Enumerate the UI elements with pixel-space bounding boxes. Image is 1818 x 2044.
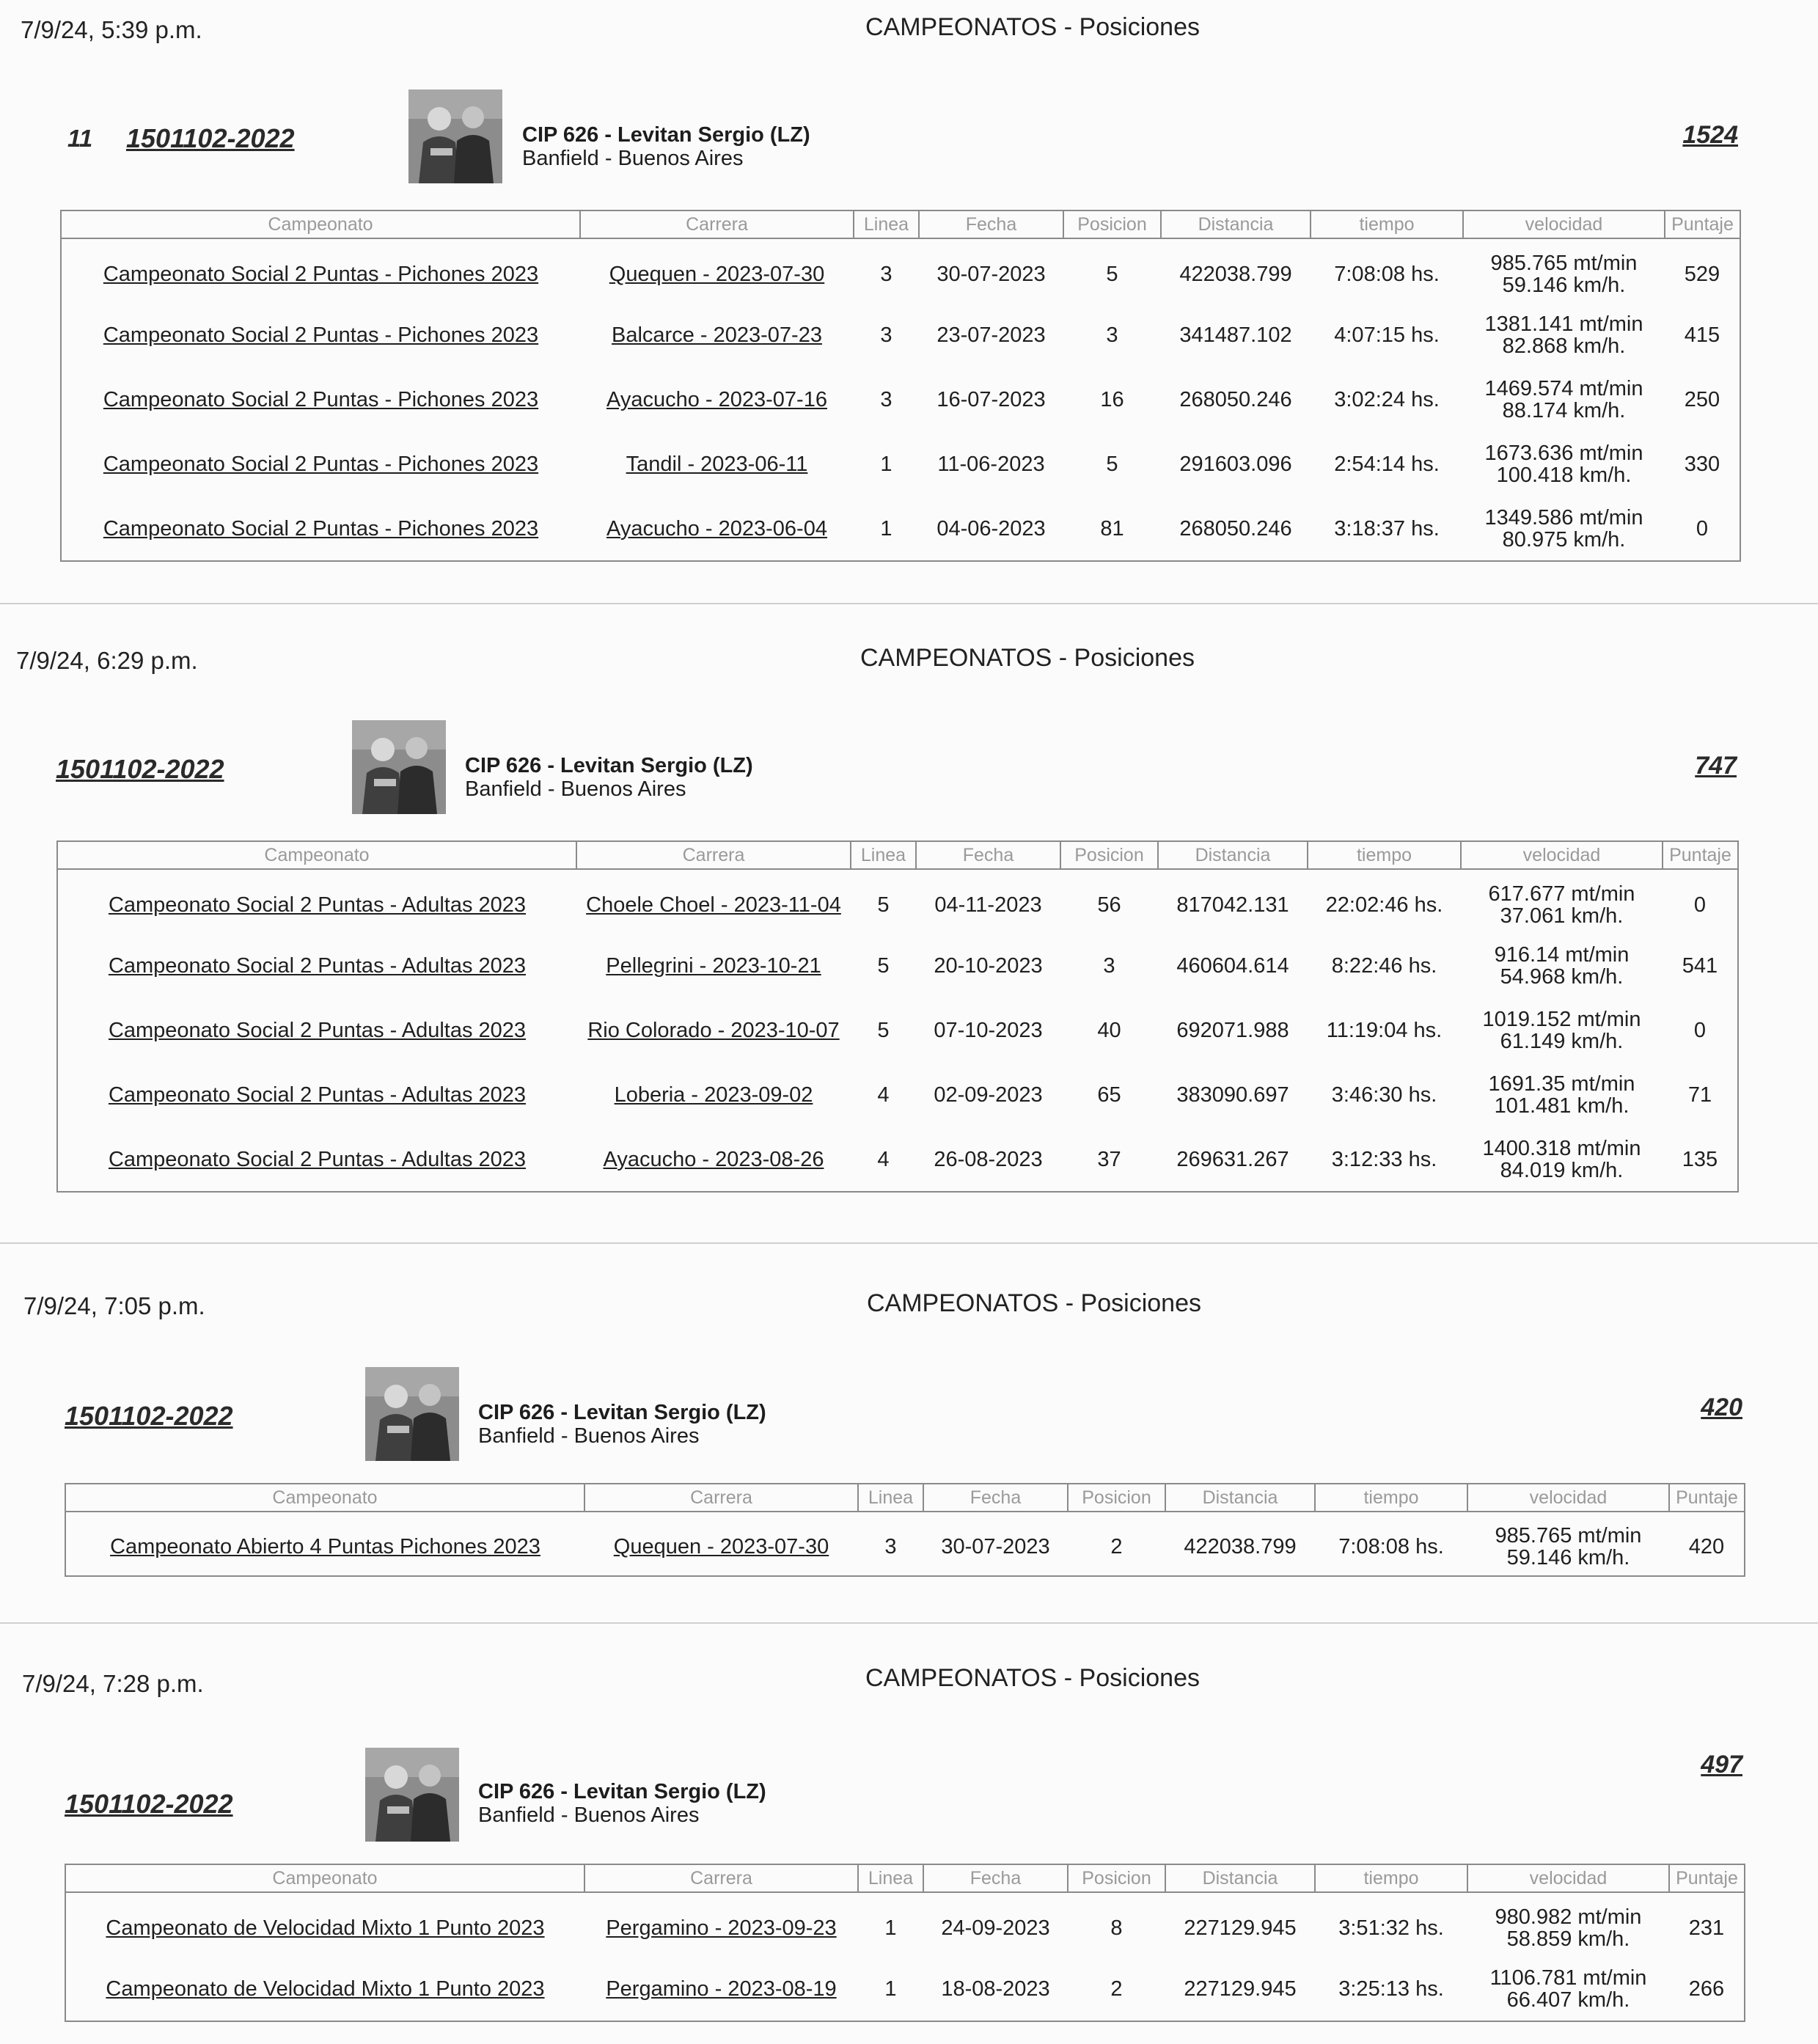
posicion-cell: 2	[1110, 1977, 1123, 2001]
campeonato-cell[interactable]	[61, 303, 580, 367]
tiempo-cell: 7:08:08 hs.	[1334, 262, 1440, 286]
carrera-link[interactable]: Ayacucho - 2023-08-26	[603, 1147, 824, 1171]
campeonato-link[interactable]: Campeonato de Velocidad Mixto 1 Punto 2023	[106, 1977, 545, 2001]
campeonato-link[interactable]: Campeonato Social 2 Puntas - Pichones 2023	[103, 262, 539, 286]
campeonato-cell[interactable]	[61, 432, 580, 497]
column-header-linea: Linea	[858, 1864, 923, 1892]
speed-km-h: 80.975 km/h.	[1502, 527, 1626, 552]
puntaje-cell: 0	[1696, 516, 1709, 541]
speed-km-h: 54.968 km/h.	[1500, 965, 1624, 989]
puntaje-cell: 415	[1684, 323, 1720, 347]
column-header-tiempo: tiempo	[1308, 841, 1461, 869]
carrera-link[interactable]: Tandil - 2023-06-11	[626, 453, 808, 476]
speed-km-h: 59.146 km/h.	[1502, 273, 1626, 297]
speed-mt-min: 916.14 mt/min	[1494, 943, 1630, 967]
page-title: CAMPEONATOS - Posiciones	[865, 13, 1200, 41]
campeonato-link[interactable]: Campeonato Social 2 Puntas - Pichones 2023	[103, 388, 539, 411]
owner-photo	[408, 89, 502, 183]
owner-info	[478, 1780, 766, 1827]
column-header-posicion: Posicion	[1068, 1864, 1165, 1892]
speed-mt-min: 1349.586 mt/min	[1484, 505, 1643, 530]
owner-location: Banfield - Buenos Aires	[478, 1803, 700, 1827]
speed-mt-min: 1106.781 mt/min	[1489, 1966, 1647, 1990]
carrera-cell[interactable]	[580, 303, 854, 367]
campeonato-cell[interactable]	[57, 869, 576, 934]
linea-cell: 4	[877, 1147, 890, 1171]
velocidad-cell	[1463, 432, 1665, 497]
linea-cell: 1	[884, 1977, 897, 2001]
column-header-puntaje: Puntaje	[1669, 1484, 1745, 1512]
table-row	[65, 1512, 1745, 1576]
carrera-link[interactable]: Quequen - 2023-07-30	[609, 262, 825, 286]
fecha-cell: 30-07-2023	[937, 262, 1046, 286]
page-title: CAMPEONATOS - Posiciones	[867, 1289, 1201, 1317]
carrera-cell[interactable]	[576, 1127, 851, 1192]
column-header-puntaje: Puntaje	[1663, 841, 1738, 869]
campeonato-cell[interactable]	[65, 1957, 584, 2021]
campeonato-link[interactable]: Campeonato Social 2 Puntas - Pichones 2023	[103, 453, 539, 476]
distancia-cell: 383090.697	[1176, 1083, 1289, 1107]
ring-number[interactable]: 1501102-2022	[56, 754, 224, 784]
photo-image	[352, 720, 446, 814]
page-title: CAMPEONATOS - Posiciones	[865, 1664, 1200, 1692]
posicion-cell: 3	[1103, 954, 1115, 978]
page-divider	[0, 603, 1818, 604]
fecha-cell: 16-07-2023	[937, 388, 1046, 411]
speed-km-h: 58.859 km/h.	[1506, 1927, 1630, 1951]
ring-number[interactable]: 1501102-2022	[65, 1789, 233, 1819]
ring-number[interactable]: 1501102-2022	[126, 123, 295, 153]
owner-photo	[365, 1367, 459, 1461]
speed-km-h: 37.061 km/h.	[1500, 904, 1624, 928]
speed-mt-min: 1691.35 mt/min	[1488, 1072, 1635, 1096]
column-header-linea: Linea	[854, 210, 919, 238]
linea-cell: 5	[877, 1019, 890, 1042]
owner-info	[465, 754, 753, 801]
ring-number[interactable]: 1501102-2022	[65, 1401, 233, 1431]
table-row	[61, 432, 1740, 497]
column-header-campeonato: Campeonato	[65, 1484, 584, 1512]
campeonato-cell[interactable]	[61, 238, 580, 303]
velocidad-cell	[1467, 1957, 1669, 2021]
campeonato-link[interactable]: Campeonato Social 2 Puntas - Adultas 2023	[108, 1019, 527, 1042]
column-header-fecha: Fecha	[919, 210, 1063, 238]
linea-cell: 5	[877, 954, 890, 978]
carrera-link[interactable]: Loberia - 2023-09-02	[614, 1083, 813, 1107]
column-header-posicion: Posicion	[1068, 1484, 1165, 1512]
carrera-cell[interactable]	[580, 367, 854, 432]
campeonato-cell[interactable]	[57, 1127, 576, 1192]
campeonato-link[interactable]: Campeonato Social 2 Puntas - Pichones 2023	[103, 516, 539, 541]
linea-cell: 5	[877, 893, 890, 917]
tiempo-cell: 3:18:37 hs.	[1334, 516, 1440, 541]
distancia-cell: 227129.945	[1184, 1977, 1297, 2001]
tiempo-cell: 3:02:24 hs.	[1334, 388, 1440, 411]
posicion-cell: 81	[1100, 516, 1124, 541]
carrera-cell[interactable]	[584, 1512, 858, 1576]
owner-name: CIP 626 - Levitan Sergio (LZ)	[478, 1401, 766, 1424]
carrera-cell[interactable]	[576, 869, 851, 934]
distancia-cell: 460604.614	[1176, 954, 1289, 978]
speed-km-h: 61.149 km/h.	[1500, 1030, 1624, 1053]
carrera-link[interactable]: Ayacucho - 2023-06-04	[606, 516, 827, 541]
carrera-link[interactable]: Rio Colorado - 2023-10-07	[587, 1019, 840, 1042]
table-row	[57, 1127, 1738, 1192]
tiempo-cell: 22:02:46 hs.	[1325, 893, 1443, 917]
speed-km-h: 66.407 km/h.	[1506, 1988, 1630, 2012]
velocidad-cell	[1467, 1892, 1669, 1957]
linea-cell: 4	[877, 1083, 890, 1107]
table-header-row	[61, 210, 1740, 238]
table-row	[61, 238, 1740, 303]
campeonato-link[interactable]: Campeonato de Velocidad Mixto 1 Punto 2023	[106, 1916, 545, 1940]
page-title: CAMPEONATOS - Posiciones	[860, 644, 1195, 672]
owner-photo	[352, 720, 446, 814]
rank-number: 11	[67, 125, 93, 152]
results-table	[56, 840, 1739, 1193]
table-row	[57, 869, 1738, 934]
results-table	[65, 1483, 1745, 1577]
puntaje-cell: 529	[1684, 262, 1720, 286]
campeonato-cell[interactable]	[57, 934, 576, 998]
table-row	[65, 1957, 1745, 2021]
campeonato-link[interactable]: Campeonato Social 2 Puntas - Adultas 2023	[108, 893, 527, 917]
posicion-cell: 37	[1097, 1147, 1121, 1171]
fecha-cell: 18-08-2023	[941, 1977, 1050, 2001]
campeonato-cell[interactable]	[65, 1512, 584, 1576]
posicion-cell: 16	[1100, 388, 1124, 411]
column-header-fecha: Fecha	[923, 1864, 1068, 1892]
distancia-cell: 291603.096	[1179, 453, 1292, 476]
page-divider	[0, 1622, 1818, 1624]
distancia-cell: 269631.267	[1176, 1147, 1289, 1171]
puntaje-cell: 0	[1693, 1019, 1707, 1042]
results-table	[60, 210, 1741, 562]
tiempo-cell: 11:19:04 hs.	[1326, 1019, 1443, 1042]
table-row	[57, 1063, 1738, 1127]
column-header-velocidad: velocidad	[1461, 841, 1663, 869]
campeonato-link[interactable]: Campeonato Social 2 Puntas - Adultas 2023	[108, 1083, 527, 1107]
print-timestamp: 7/9/24, 5:39 p.m.	[21, 16, 202, 43]
column-header-carrera: Carrera	[584, 1484, 858, 1512]
column-header-carrera: Carrera	[584, 1864, 858, 1892]
carrera-link[interactable]: Pellegrini - 2023-10-21	[606, 954, 821, 978]
posicion-cell: 65	[1097, 1083, 1121, 1107]
photo-image	[365, 1367, 459, 1461]
linea-cell: 3	[884, 1535, 897, 1558]
velocidad-cell	[1461, 934, 1663, 998]
posicion-cell: 3	[1106, 323, 1118, 347]
owner-location: Banfield - Buenos Aires	[522, 147, 744, 170]
owner-location: Banfield - Buenos Aires	[478, 1424, 700, 1448]
fecha-cell: 20-10-2023	[934, 954, 1043, 978]
fecha-cell: 24-09-2023	[941, 1916, 1050, 1940]
column-header-tiempo: tiempo	[1315, 1484, 1467, 1512]
speed-km-h: 100.418 km/h.	[1496, 464, 1632, 487]
carrera-cell[interactable]	[580, 497, 854, 561]
carrera-cell[interactable]	[576, 934, 851, 998]
owner-name: CIP 626 - Levitan Sergio (LZ)	[465, 754, 753, 777]
carrera-link[interactable]: Balcarce - 2023-07-23	[612, 323, 822, 347]
distancia-cell: 268050.246	[1179, 516, 1292, 541]
tiempo-cell: 4:07:15 hs.	[1334, 323, 1440, 347]
speed-km-h: 82.868 km/h.	[1502, 334, 1626, 358]
fecha-cell: 23-07-2023	[937, 323, 1046, 347]
column-header-campeonato: Campeonato	[61, 210, 580, 238]
linea-cell: 1	[880, 453, 892, 476]
linea-cell: 1	[880, 516, 892, 541]
column-header-campeonato: Campeonato	[57, 841, 576, 869]
tiempo-cell: 3:46:30 hs.	[1331, 1083, 1437, 1107]
puntaje-cell: 420	[1688, 1535, 1725, 1558]
velocidad-cell	[1461, 1063, 1663, 1127]
linea-cell: 3	[880, 323, 892, 347]
results-table	[65, 1864, 1745, 2022]
column-header-velocidad: velocidad	[1463, 210, 1665, 238]
column-header-velocidad: velocidad	[1467, 1864, 1669, 1892]
table-row	[61, 303, 1740, 367]
speed-mt-min: 980.982 mt/min	[1495, 1905, 1642, 1929]
distancia-cell: 422038.799	[1179, 262, 1292, 286]
velocidad-cell	[1463, 238, 1665, 303]
posicion-cell: 8	[1110, 1916, 1123, 1940]
column-header-fecha: Fecha	[923, 1484, 1068, 1512]
puntaje-cell: 135	[1682, 1147, 1718, 1171]
campeonato-cell[interactable]	[61, 497, 580, 561]
table-header-row	[65, 1864, 1745, 1892]
column-header-puntaje: Puntaje	[1665, 210, 1740, 238]
velocidad-cell	[1463, 303, 1665, 367]
carrera-cell[interactable]	[576, 1063, 851, 1127]
distancia-cell: 341487.102	[1179, 323, 1292, 347]
distancia-cell: 422038.799	[1184, 1535, 1297, 1558]
velocidad-cell	[1467, 1512, 1669, 1576]
puntaje-cell: 0	[1693, 893, 1707, 917]
posicion-cell: 40	[1097, 1019, 1121, 1042]
fecha-cell: 26-08-2023	[934, 1147, 1043, 1171]
carrera-cell[interactable]	[576, 998, 851, 1063]
total-points[interactable]: 1524	[1682, 121, 1738, 149]
total-points[interactable]: 747	[1695, 752, 1737, 780]
carrera-link[interactable]: Quequen - 2023-07-30	[613, 1535, 829, 1558]
print-timestamp: 7/9/24, 6:29 p.m.	[16, 647, 198, 674]
puntaje-cell: 266	[1688, 1977, 1725, 2001]
velocidad-cell	[1461, 869, 1663, 934]
photo-image	[408, 89, 502, 183]
fecha-cell: 02-09-2023	[934, 1083, 1043, 1107]
puntaje-cell: 541	[1682, 954, 1718, 978]
linea-cell: 3	[880, 388, 892, 411]
puntaje-cell: 330	[1684, 453, 1720, 476]
speed-mt-min: 985.765 mt/min	[1490, 251, 1638, 275]
column-header-linea: Linea	[858, 1484, 923, 1512]
tiempo-cell: 3:51:32 hs.	[1338, 1916, 1444, 1940]
fecha-cell: 07-10-2023	[934, 1019, 1043, 1042]
velocidad-cell	[1461, 1127, 1663, 1192]
column-header-fecha: Fecha	[916, 841, 1060, 869]
speed-km-h: 84.019 km/h.	[1500, 1158, 1624, 1182]
tiempo-cell: 2:54:14 hs.	[1334, 453, 1440, 476]
column-header-campeonato: Campeonato	[65, 1864, 584, 1892]
campeonato-link[interactable]: Campeonato Abierto 4 Puntas Pichones 2023	[110, 1535, 540, 1558]
velocidad-cell	[1463, 367, 1665, 432]
campeonato-link[interactable]: Campeonato Social 2 Puntas - Adultas 2023	[108, 954, 527, 978]
owner-name: CIP 626 - Levitan Sergio (LZ)	[522, 123, 810, 147]
column-header-linea: Linea	[851, 841, 916, 869]
carrera-cell[interactable]	[580, 238, 854, 303]
tiempo-cell: 8:22:46 hs.	[1331, 954, 1437, 978]
posicion-cell: 5	[1106, 453, 1118, 476]
column-header-carrera: Carrera	[576, 841, 851, 869]
column-header-distancia: Distancia	[1165, 1864, 1315, 1892]
column-header-velocidad: velocidad	[1467, 1484, 1669, 1512]
campeonato-cell[interactable]	[57, 998, 576, 1063]
speed-km-h: 88.174 km/h.	[1502, 399, 1626, 422]
column-header-puntaje: Puntaje	[1669, 1864, 1745, 1892]
page-divider	[0, 1242, 1818, 1244]
speed-mt-min: 1019.152 mt/min	[1482, 1008, 1641, 1031]
tiempo-cell: 3:12:33 hs.	[1331, 1147, 1437, 1171]
linea-cell: 3	[880, 262, 892, 286]
campeonato-link[interactable]: Campeonato Social 2 Puntas - Pichones 2023	[103, 323, 539, 347]
distancia-cell: 692071.988	[1176, 1019, 1289, 1042]
column-header-distancia: Distancia	[1165, 1484, 1315, 1512]
carrera-link[interactable]: Pergamino - 2023-09-23	[606, 1916, 837, 1940]
posicion-cell: 5	[1106, 262, 1118, 286]
column-header-tiempo: tiempo	[1315, 1864, 1467, 1892]
carrera-cell[interactable]	[584, 1957, 858, 2021]
speed-mt-min: 1469.574 mt/min	[1484, 377, 1643, 400]
total-points[interactable]: 497	[1701, 1751, 1742, 1779]
column-header-posicion: Posicion	[1060, 841, 1158, 869]
table-row	[65, 1892, 1745, 1957]
tiempo-cell: 7:08:08 hs.	[1338, 1535, 1444, 1558]
speed-mt-min: 1381.141 mt/min	[1484, 312, 1643, 336]
tiempo-cell: 3:25:13 hs.	[1338, 1977, 1444, 2001]
speed-mt-min: 617.677 mt/min	[1488, 882, 1635, 906]
print-timestamp: 7/9/24, 7:05 p.m.	[23, 1292, 205, 1319]
speed-km-h: 59.146 km/h.	[1506, 1546, 1630, 1569]
carrera-link[interactable]: Ayacucho - 2023-07-16	[606, 388, 827, 411]
distancia-cell: 227129.945	[1184, 1916, 1297, 1940]
table-row	[61, 367, 1740, 432]
distancia-cell: 817042.131	[1176, 893, 1289, 917]
total-points[interactable]: 420	[1701, 1393, 1742, 1421]
velocidad-cell	[1461, 998, 1663, 1063]
print-timestamp: 7/9/24, 7:28 p.m.	[22, 1670, 204, 1697]
column-header-tiempo: tiempo	[1311, 210, 1463, 238]
speed-km-h: 101.481 km/h.	[1494, 1094, 1630, 1118]
puntaje-cell: 71	[1687, 1083, 1712, 1107]
fecha-cell: 04-11-2023	[934, 893, 1042, 917]
puntaje-cell: 231	[1688, 1916, 1725, 1940]
owner-photo	[365, 1748, 459, 1842]
fecha-cell: 11-06-2023	[937, 453, 1045, 476]
speed-mt-min: 1673.636 mt/min	[1484, 442, 1643, 465]
column-header-posicion: Posicion	[1063, 210, 1161, 238]
table-row	[57, 934, 1738, 998]
carrera-link[interactable]: Choele Choel - 2023-11-04	[586, 893, 841, 917]
column-header-distancia: Distancia	[1158, 841, 1308, 869]
owner-info	[522, 123, 810, 170]
owner-name: CIP 626 - Levitan Sergio (LZ)	[478, 1780, 766, 1803]
campeonato-cell[interactable]	[61, 367, 580, 432]
speed-mt-min: 985.765 mt/min	[1495, 1524, 1642, 1547]
table-row	[61, 497, 1740, 561]
posicion-cell: 2	[1110, 1535, 1123, 1558]
speed-mt-min: 1400.318 mt/min	[1482, 1136, 1641, 1160]
campeonato-cell[interactable]	[65, 1892, 584, 1957]
table-header-row	[57, 841, 1738, 869]
distancia-cell: 268050.246	[1179, 388, 1292, 411]
column-header-distancia: Distancia	[1161, 210, 1311, 238]
carrera-cell[interactable]	[584, 1892, 858, 1957]
velocidad-cell	[1463, 497, 1665, 561]
table-header-row	[65, 1484, 1745, 1512]
table-row	[57, 998, 1738, 1063]
fecha-cell: 30-07-2023	[941, 1535, 1050, 1558]
linea-cell: 1	[884, 1916, 897, 1940]
carrera-cell[interactable]	[580, 432, 854, 497]
carrera-link[interactable]: Pergamino - 2023-08-19	[606, 1977, 837, 2001]
puntaje-cell: 250	[1684, 388, 1720, 411]
campeonato-cell[interactable]	[57, 1063, 576, 1127]
posicion-cell: 56	[1097, 893, 1121, 917]
owner-info	[478, 1401, 766, 1448]
column-header-carrera: Carrera	[580, 210, 854, 238]
photo-image	[365, 1748, 459, 1842]
owner-location: Banfield - Buenos Aires	[465, 777, 686, 801]
campeonato-link[interactable]: Campeonato Social 2 Puntas - Adultas 2023	[108, 1147, 527, 1171]
fecha-cell: 04-06-2023	[937, 516, 1046, 541]
